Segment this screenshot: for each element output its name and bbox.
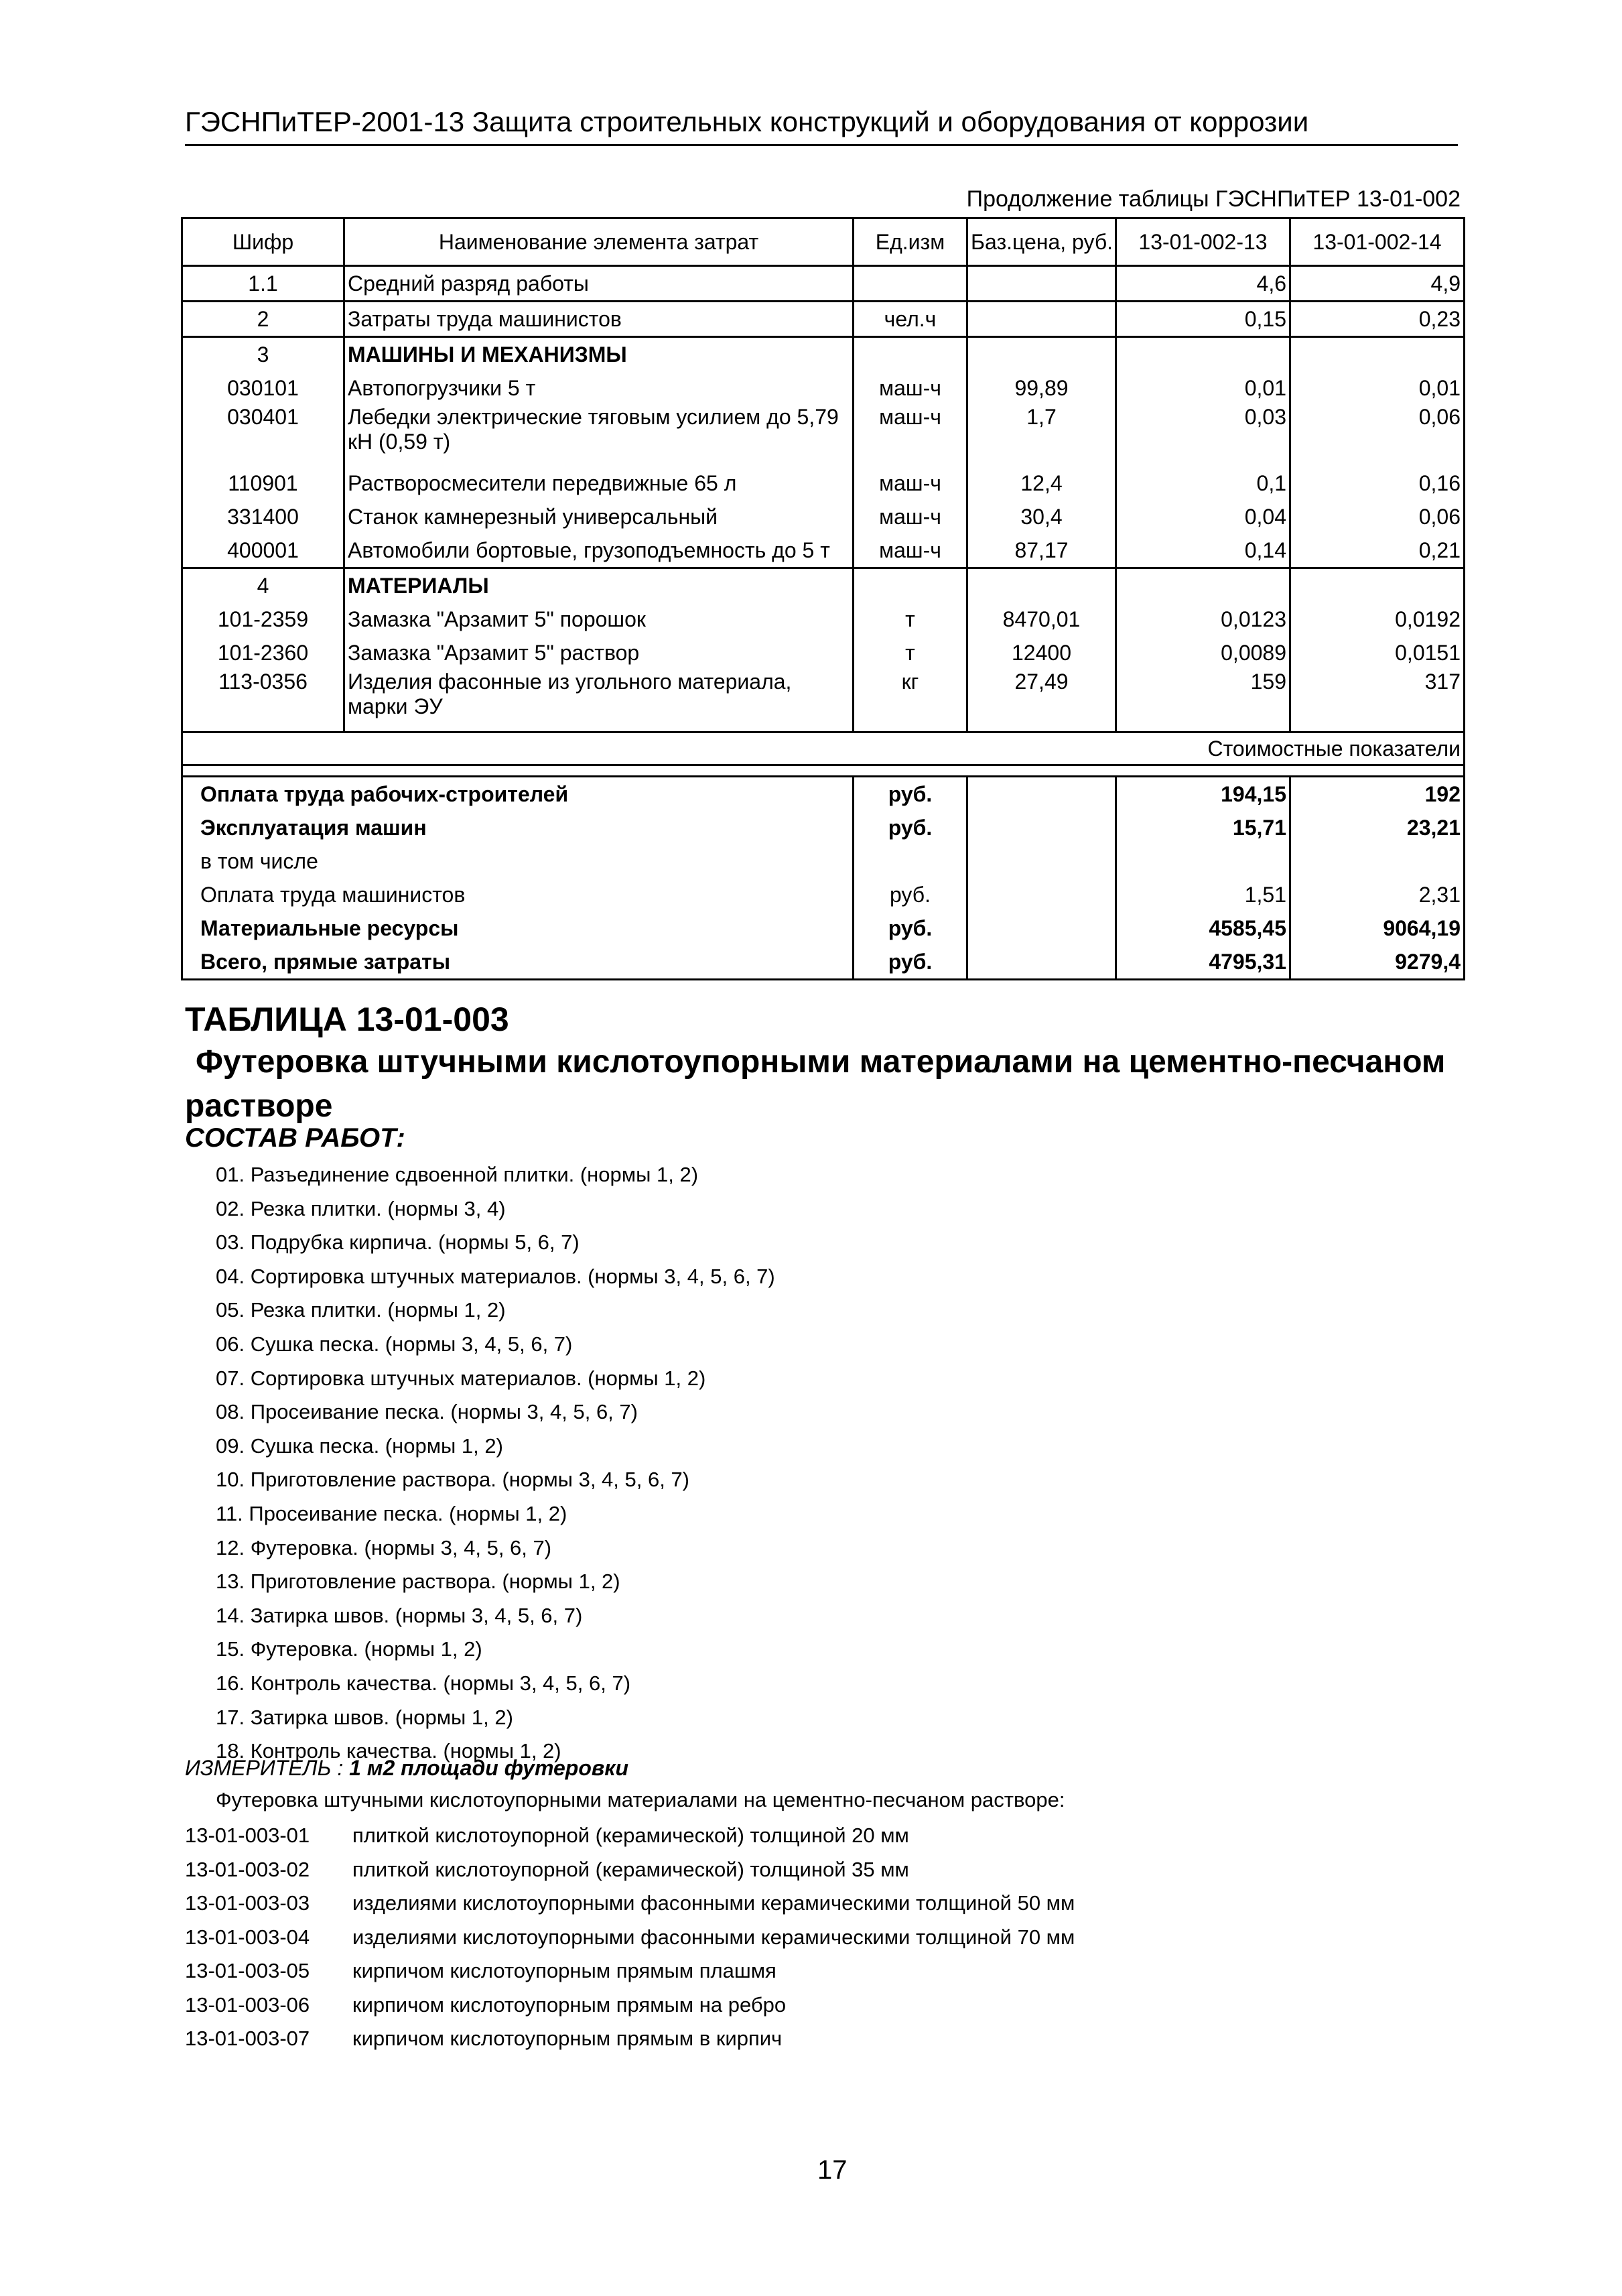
unit-cell: чел.ч [854, 302, 967, 337]
code-cell: 030401 [182, 405, 344, 466]
code-cell: 113-0356 [182, 669, 344, 732]
code-cell: 1.1 [182, 266, 344, 302]
value-cell: 0,15 [1116, 302, 1290, 337]
value-cell: 9279,4 [1290, 945, 1465, 980]
value-cell: 0,01 [1290, 371, 1465, 405]
variant-row [185, 1954, 1075, 1988]
table-row [182, 533, 1465, 568]
variant-code: 13-01-003-06 [185, 1992, 310, 2017]
price-cell: 8470,01 [967, 602, 1116, 636]
variant-row [185, 1988, 1075, 2023]
name-cell: Автомобили бортовые, грузоподъемность до 5 т [344, 533, 854, 568]
table-row [182, 371, 1465, 405]
code-cell: 101-2359 [182, 602, 344, 636]
section-title: ТАБЛИЦА 13-01-003 [185, 1001, 509, 1038]
price-cell: 1,7 [967, 405, 1116, 466]
table-row [182, 568, 1465, 603]
name-cell: Затраты труда машинистов [344, 302, 854, 337]
lining-intro: Футеровка штучными кислотоупорными материалами на цементно-песчаном растворе: [216, 1788, 1065, 1811]
table-row [182, 669, 1465, 732]
resource-table [181, 217, 1465, 980]
name-cell: Автопогрузчики 5 т [344, 371, 854, 405]
unit-cell [854, 844, 967, 878]
variant-row [185, 1819, 1075, 1853]
price-cell [967, 844, 1116, 878]
table-header-row [182, 218, 1465, 266]
price-cell: 30,4 [967, 500, 1116, 533]
variant-code: 13-01-003-04 [185, 1925, 310, 1949]
section-subtitle-line1: Футеровка штучными кислотоупорными материалами на цементно-песчаном [196, 1044, 1446, 1080]
price-cell: 12400 [967, 636, 1116, 669]
cost-row [182, 811, 1465, 844]
work-item: 07. Сортировка штучных материалов. (нормы 1, 2) [216, 1366, 706, 1390]
value-cell: 0,0089 [1116, 636, 1290, 669]
work-item: 05. Резка плитки. (нормы 1, 2) [216, 1298, 506, 1322]
page-header: ГЭСНПиТЕР-2001-13 Защита строительных конструкций и оборудования от коррозии [185, 106, 1458, 146]
value-cell: 0,1 [1116, 466, 1290, 500]
work-item: 10. Приготовление раствора. (нормы 3, 4, 5, 6, 7) [216, 1468, 690, 1492]
work-item: 04. Сортировка штучных материалов. (нормы 3, 4, 5, 6, 7) [216, 1264, 775, 1288]
value-cell: 0,16 [1290, 466, 1465, 500]
work-item: 14. Затирка швов. (нормы 3, 4, 5, 6, 7) [216, 1603, 583, 1627]
value-cell: 4,6 [1116, 266, 1290, 302]
value-cell: 0,06 [1290, 405, 1465, 466]
code-cell: 400001 [182, 533, 344, 568]
value-cell: 4,9 [1290, 266, 1465, 302]
group-name-cell: МАШИНЫ И МЕХАНИЗМЫ [344, 337, 854, 372]
works-list [216, 1158, 775, 1769]
name-cell: Замазка "Арзамит 5" порошок [344, 602, 854, 636]
value-cell: 192 [1290, 777, 1465, 812]
variant-code: 13-01-003-05 [185, 1959, 310, 1982]
group-name-cell: МАТЕРИАЛЫ [344, 568, 854, 603]
value-cell [1290, 568, 1465, 603]
cost-heading-row [182, 732, 1465, 765]
variant-code: 13-01-003-07 [185, 2027, 310, 2050]
variant-code: 13-01-003-02 [185, 1857, 310, 1881]
unit-cell: т [854, 602, 967, 636]
header-cell: 13-01-002-13 [1116, 218, 1290, 266]
header-cell: 13-01-002-14 [1290, 218, 1465, 266]
variant-text: изделиями кислотоупорными фасонными керамическими толщиной 50 мм [352, 1891, 1075, 1915]
table-row [182, 466, 1465, 500]
code-cell: 030101 [182, 371, 344, 405]
value-cell: 317 [1290, 669, 1465, 732]
variant-text: кирпичом кислотоупорным прямым в кирпич [352, 2027, 783, 2050]
work-item: 11. Просеивание песка. (нормы 1, 2) [216, 1501, 567, 1525]
price-cell [967, 568, 1116, 603]
value-cell: 0,0192 [1290, 602, 1465, 636]
value-cell [1290, 337, 1465, 372]
works-heading: СОСТАВ РАБОТ: [185, 1123, 405, 1153]
value-cell: 1,51 [1116, 878, 1290, 911]
unit-cell: т [854, 636, 967, 669]
unit-cell: маш-ч [854, 500, 967, 533]
cost-name-cell: Всего, прямые затраты [182, 945, 854, 980]
value-cell: 0,21 [1290, 533, 1465, 568]
header-cell: Баз.цена, руб. [967, 218, 1116, 266]
variant-text: плиткой кислотоупорной (керамической) толщиной 20 мм [352, 1824, 909, 1847]
table-caption: Продолжение таблицы ГЭСНПиТЕР 13-01-002 [966, 186, 1461, 212]
table-row [182, 266, 1465, 302]
value-cell [1116, 337, 1290, 372]
variant-row [185, 1853, 1075, 1887]
table-row [182, 337, 1465, 372]
value-cell: 0,23 [1290, 302, 1465, 337]
measure-line [185, 1756, 628, 1781]
cost-name-cell: Эксплуатация машин [182, 811, 854, 844]
value-cell: 159 [1116, 669, 1290, 732]
price-cell: 27,49 [967, 669, 1116, 732]
variant-text: кирпичом кислотоупорным прямым на ребро [352, 1992, 787, 2017]
price-cell: 99,89 [967, 371, 1116, 405]
cost-row [182, 945, 1465, 980]
section-subtitle-line2: растворе [185, 1088, 333, 1124]
variant-text: плиткой кислотоупорной (керамической) толщиной 35 мм [352, 1857, 909, 1881]
measure-label: ИЗМЕРИТЕЛЬ : [185, 1756, 344, 1780]
cost-name-cell: Материальные ресурсы [182, 911, 854, 945]
cost-heading: Стоимостные показатели [182, 732, 1465, 765]
value-cell: 194,15 [1116, 777, 1290, 812]
name-cell: Лебедки электрические тяговым усилием до 5,79 кН (0,59 т) [344, 405, 854, 466]
cost-name-cell: Оплата труда рабочих-строителей [182, 777, 854, 812]
name-cell: Растворосмесители передвижные 65 л [344, 466, 854, 500]
value-cell: 23,21 [1290, 811, 1465, 844]
cost-row [182, 844, 1465, 878]
value-cell: 4795,31 [1116, 945, 1290, 980]
cost-row [182, 878, 1465, 911]
value-cell [1116, 568, 1290, 603]
unit-cell: маш-ч [854, 405, 967, 466]
work-item: 08. Просеивание песка. (нормы 3, 4, 5, 6, 7) [216, 1400, 638, 1424]
cost-row [182, 777, 1465, 812]
value-cell: 0,03 [1116, 405, 1290, 466]
spacer-cell [182, 765, 1465, 777]
code-cell: 4 [182, 568, 344, 603]
unit-cell: маш-ч [854, 371, 967, 405]
work-item: 18. Контроль качества. (нормы 1, 2) [216, 1739, 561, 1763]
price-cell [967, 266, 1116, 302]
price-cell [967, 302, 1116, 337]
value-cell: 15,71 [1116, 811, 1290, 844]
code-cell: 2 [182, 302, 344, 337]
work-item: 02. Резка плитки. (нормы 3, 4) [216, 1196, 506, 1220]
value-cell: 9064,19 [1290, 911, 1465, 945]
name-cell: Средний разряд работы [344, 266, 854, 302]
cost-name-cell: в том числе [182, 844, 854, 878]
unit-cell [854, 568, 967, 603]
cost-name-cell: Оплата труда машинистов [182, 878, 854, 911]
price-cell: 87,17 [967, 533, 1116, 568]
code-cell: 331400 [182, 500, 344, 533]
spacer-row [182, 765, 1465, 777]
cost-row [182, 911, 1465, 945]
price-cell [967, 945, 1116, 980]
work-item: 01. Разъединение сдвоенной плитки. (нормы 1, 2) [216, 1163, 699, 1186]
header-cell: Наименование элемента затрат [344, 218, 854, 266]
code-cell: 110901 [182, 466, 344, 500]
header-cell: Шифр [182, 218, 344, 266]
measure-value: 1 м2 площади футеровки [349, 1756, 628, 1780]
unit-cell: руб. [854, 811, 967, 844]
price-cell: 12,4 [967, 466, 1116, 500]
price-cell [967, 777, 1116, 812]
table-row [182, 405, 1465, 466]
work-item: 12. Футеровка. (нормы 3, 4, 5, 6, 7) [216, 1535, 552, 1559]
value-cell: 2,31 [1290, 878, 1465, 911]
code-cell: 101-2360 [182, 636, 344, 669]
page-number: 17 [817, 2155, 848, 2185]
price-cell [967, 878, 1116, 911]
variant-row [185, 1887, 1075, 1921]
work-item: 06. Сушка песка. (нормы 3, 4, 5, 6, 7) [216, 1332, 573, 1356]
value-cell: 0,0123 [1116, 602, 1290, 636]
work-item: 13. Приготовление раствора. (нормы 1, 2) [216, 1570, 620, 1594]
work-item: 17. Затирка швов. (нормы 1, 2) [216, 1705, 513, 1729]
work-item: 16. Контроль качества. (нормы 3, 4, 5, 6, 7) [216, 1671, 631, 1695]
work-item: 15. Футеровка. (нормы 1, 2) [216, 1637, 482, 1661]
unit-cell [854, 266, 967, 302]
name-cell: Замазка "Арзамит 5" раствор [344, 636, 854, 669]
table-row [182, 602, 1465, 636]
variants-list [185, 1819, 1075, 2056]
unit-cell [854, 337, 967, 372]
price-cell [967, 911, 1116, 945]
variant-code: 13-01-003-01 [185, 1824, 310, 1847]
value-cell: 0,14 [1116, 533, 1290, 568]
price-cell [967, 811, 1116, 844]
variant-text: изделиями кислотоупорными фасонными керамическими толщиной 70 мм [352, 1925, 1075, 1949]
value-cell: 4585,45 [1116, 911, 1290, 945]
value-cell [1290, 844, 1465, 878]
name-cell: Изделия фасонные из угольного материала, марки ЭУ [344, 669, 854, 732]
value-cell: 0,06 [1290, 500, 1465, 533]
variant-text: кирпичом кислотоупорным прямым плашмя [352, 1959, 776, 1982]
work-item: 03. Подрубка кирпича. (нормы 5, 6, 7) [216, 1230, 580, 1255]
unit-cell: руб. [854, 911, 967, 945]
section-subtitle [185, 1040, 1478, 1129]
value-cell: 0,01 [1116, 371, 1290, 405]
variant-code: 13-01-003-03 [185, 1891, 310, 1915]
table-row [182, 500, 1465, 533]
unit-cell: маш-ч [854, 466, 967, 500]
value-cell [1116, 844, 1290, 878]
header-cell: Ед.изм [854, 218, 967, 266]
unit-cell: кг [854, 669, 967, 732]
table-row [182, 636, 1465, 669]
unit-cell: руб. [854, 777, 967, 812]
unit-cell: руб. [854, 945, 967, 980]
unit-cell: руб. [854, 878, 967, 911]
variant-row [185, 2022, 1075, 2056]
value-cell: 0,04 [1116, 500, 1290, 533]
unit-cell: маш-ч [854, 533, 967, 568]
table-row [182, 302, 1465, 337]
code-cell: 3 [182, 337, 344, 372]
work-item: 09. Сушка песка. (нормы 1, 2) [216, 1433, 503, 1458]
value-cell: 0,0151 [1290, 636, 1465, 669]
variant-row [185, 1921, 1075, 1955]
price-cell [967, 337, 1116, 372]
name-cell: Станок камнерезный универсальный [344, 500, 854, 533]
